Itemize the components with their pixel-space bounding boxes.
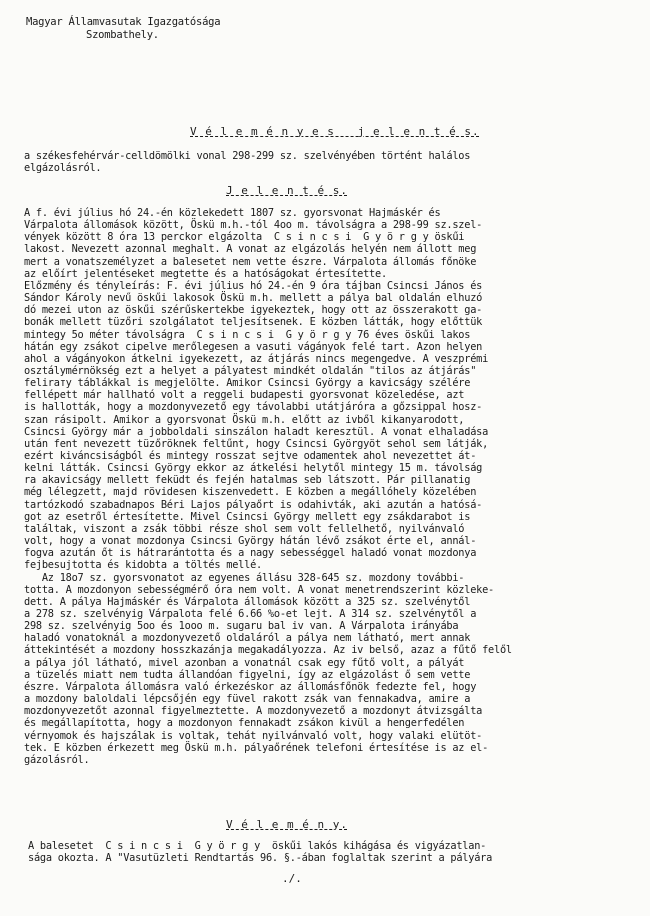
report-body-line: Sándor Károly nevű öskűi lakosok Öskü m.h. mellett a pálya bal oldalán elhuzó: [24, 292, 483, 305]
report-body-line: Várpalota állomások között, Öskü m.h.-tól 4oo m. távolságra a 298-99 sz.szel-: [24, 219, 483, 232]
report-body-line: felirату táblákkal is megjelölte. Amikor Csincsi György a kavicságy szélére: [24, 377, 471, 390]
report-body-line: totta. A mozdonyon sebességmérő óra nem volt. A vonat menetrendszerint közleke-: [24, 583, 494, 596]
report-body-line: gázolásról.: [24, 753, 90, 766]
report-body-line: fellépett már hallható volt a reggeli budapesti gyorsvonat közeledése, azt: [24, 389, 465, 402]
report-subject-line: a székesfehérvár-celldömölki vonal 298-299 sz. szelvényében történt halálos: [24, 150, 471, 162]
report-body-line: osztálymérnökség ezt a helyet a pályatest mindkét oldalán "tilos az átjárás": [24, 365, 477, 377]
report-body-line: kelni látták. Csincsi György ekkor az átkelési helytől mintegy 15 m. távolság: [24, 462, 483, 475]
report-body-line: áttekintését a mozdony hosszkazánja megakadályozza. Az iv belső, azaz a fűtő felől: [24, 644, 512, 657]
report-body-line: vérnyomok és hajszálak is voltak, tehát nyilvánvaló volt, hogy valaki elütöt-: [24, 729, 483, 742]
report-body-line: is hallották, hogy a mozdonyvezető egy távolabbi utátjáróra a gőzsippal hosz-: [24, 401, 483, 414]
report-body-line: Csincsi György már a jobboldali sinszálon haladt keresztül. A vonat elhaladása: [24, 425, 489, 438]
report-body-line: mert a vonatszemélyzet a balesetet nem vette észre. Várpalota állomás főnöke: [24, 255, 477, 268]
organization-city: Szombathely.: [86, 29, 159, 41]
report-body-line: ra akavicságy mellett feküdt és fején hatalmas seb látszott. Pár pillanatig: [24, 474, 471, 487]
report-body-line: mozdonyvezetőt azonnal figyelmeztette. A mozdonyvezető a mozdonyt átvizsgálta: [24, 705, 483, 718]
report-body-line: ezért kiváncsiságból és mintegy rosszat sejtve odamentek ahol nevezettet át-: [24, 450, 477, 462]
page-continuation-mark: ./.: [282, 872, 302, 885]
report-body-line: az előírt jelentéseket megtette és a hatóságokat értesítette.: [24, 267, 387, 280]
report-body-line: a 278 sz. szelvényig Várpalota felé 6.66 %o-et lejt. A 314 sz. szelvénytől a: [24, 608, 477, 620]
report-body-line: lakost. Nevezett azonnal meghalt. A vonat az elgázolás helyén nem állott meg: [24, 243, 477, 256]
opinion-line: sága okozta. A "Vasutüzleti Rendtartás 96. §.-ában foglaltak szerint a pályára: [28, 852, 493, 864]
report-body-line: 298 sz. szelvényig 5oo és 1ooo m. sugaru bal iv van. A Várpalota irányába: [24, 620, 459, 633]
report-section-heading: J e l e n t é s.: [226, 184, 348, 197]
organization-name: Magyar Államvasutak Igazgatósága: [26, 16, 221, 28]
report-body-line: volt, hogy a vonat mozdonya Csincsi György hátán lévő zsákot érte el, annál-: [24, 535, 477, 547]
report-body-line: vények között 8 óra 13 perckor elgázolta C s i n c s i G y ö r g y öskűi: [24, 231, 465, 244]
report-body-line: ahol a vágányokon átkelni igyekezett, az átjárás nincs megengedve. A veszprémi: [24, 352, 489, 365]
report-body-line: bonák mellett tüzőri szolgálatot teljesítsenek. E közben látták, hogy előttük: [24, 316, 483, 329]
report-body-line: hátán egy zsákot cipelve merőlegesen a vasuti vágányok felé tart. Azon helyen: [24, 340, 483, 353]
report-body-line: tek. E közben érkezett meg Öskü m.h. pályaőrének telefoni értesítése is az el-: [24, 741, 489, 754]
report-body-line: a pálya jól látható, mivel azonban a vonatnál csak egy fűtő volt, a pályát: [24, 656, 465, 669]
report-body-line: találtak, viszont a zsák többi része shol sem volt fellelhető, nyilvánvaló: [24, 522, 465, 535]
opinion-section-heading: V é l e m é n y.: [226, 818, 348, 831]
report-body-line: a mozdony baloldali lépcsőjén egy füvel rakott zsák van fennakadva, amire a: [24, 693, 471, 705]
report-body-line: észre. Várpalota állomásra való érkezéskor az állomásfőnök fedezte fel, hogy: [24, 680, 477, 693]
report-title: V é l e m é n y e s j e l e n t é s.: [190, 125, 480, 138]
opinion-line: A balesetet C s i n c s i G y ö r g y öskűi lakós kihágása és vigyázatlan-: [28, 840, 487, 852]
report-body-line: Az 18o7 sz. gyorsvonatot az egyenes állásu 328-645 sz. mozdony további-: [24, 571, 465, 584]
report-body-line: dett. A pálya Hajmáskér és Várpalota állomások között a 325 sz. szelvénytől: [24, 595, 471, 608]
report-body-line: dó mezei uton az öskűi szérűskertekbe igyekeztek, hogy ott az összerakott ga-: [24, 304, 483, 317]
report-body-line: got az esetről értesítette. Mivel Csincsi György mellett egy zsákdarabot is: [24, 510, 471, 523]
report-body-line: Előzmény és tényleírás: F. évi július hó 24.-én 9 óra tájban Csincsi János és: [24, 279, 483, 292]
report-body-line: még lélegzett, majd rövidesen kiszenvedett. E közben a megállóhely közelében: [24, 486, 477, 499]
report-body-line: után fent nevezett tüzőröknek feltűnt, hogy Csincsi Györgyöt sehol sem látják,: [24, 437, 489, 450]
report-body-line: haladó vonatoknál a mozdonyvezető oldaláról a pálya nem látható, mert annak: [24, 632, 471, 645]
report-body-line: tartózkodó szabadnapos Béri Lajos pályaőrt is odahivták, aki azután a hatósá-: [24, 498, 483, 511]
report-body-line: fejbesujtotta és kidobta a töltés mellé.: [24, 559, 262, 572]
report-body-line: fogva azután őt is hátrarántotta és a nagy sebességgel haladó vonat mozdonya: [24, 547, 477, 560]
report-subject-line: elgázolásról.: [24, 162, 102, 174]
report-body-line: A f. évi július hó 24.-én közlekedett 1807 sz. gyorsvonat Hajmáskér és: [24, 207, 441, 219]
report-body-line: és megállapította, hogy a mozdonyon fennakadt zsákon kivül a hengerfedélen: [24, 717, 465, 730]
report-body-line: szan rásipolt. Amikor a gyorsvonat Öskü m.h. előtt az ivből kikanyarodott,: [24, 413, 465, 426]
report-body-line: mintegy 5o méter távolságra C s i n c s i G y ö r g y 76 éves öskűi lakos: [24, 328, 471, 341]
report-body-line: a tüzelés miatt nem tudta állandóan figyelni, így az elgázolást ő sem vette: [24, 668, 471, 681]
